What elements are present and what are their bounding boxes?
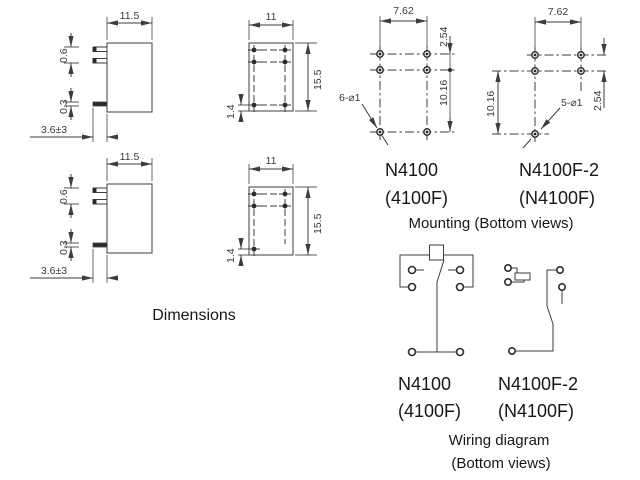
dim-row-pitch-label: 2.54 [438, 26, 450, 47]
wiring-caption-line1: Wiring diagram [448, 432, 550, 449]
model-alt-name-label: (4100F) [398, 401, 462, 421]
mounting-caption: Mounting (Bottom views) [408, 215, 574, 232]
holes-callout-label: 5-⌀1 [561, 97, 583, 109]
model-name-label: N4100 [398, 374, 452, 394]
model-name-label: N4100F-2 [498, 374, 579, 394]
dim-column-pitch-label: 10.16 [485, 90, 497, 117]
dim-pin-span-top-label: 0.6 [58, 48, 70, 63]
dimensions-caption: Dimensions [152, 307, 236, 324]
dim-bottom-height-label: 15.5 [312, 69, 324, 90]
relay-bottom-view-bottom [225, 155, 324, 266]
dim-pin-length-label: 3.6±3 [40, 265, 68, 277]
wiring-diagram-n4100 [400, 245, 473, 356]
model-alt-name-label: (N4100F) [498, 401, 575, 421]
dim-bottom-width-label: 11 [265, 11, 277, 23]
dim-row-pitch-label: 2.54 [592, 90, 604, 111]
dim-pin-length-label: 3.6±3 [40, 124, 68, 136]
dim-pin-edge-offset-label: 1.4 [225, 104, 237, 119]
dim-body-width-label: 11.5 [119, 151, 140, 163]
model-name-label: N4100 [385, 160, 439, 180]
relay-side-view-bottom [30, 151, 152, 283]
dim-hole-pitch-x-label: 7.62 [547, 6, 569, 18]
wiring-labels [398, 374, 578, 472]
dim-hole-pitch-x-label: 7.62 [393, 5, 414, 17]
mounting-labels [385, 160, 599, 232]
mounting-pattern-n4100f2 [485, 6, 608, 148]
dim-pin-span-top-label: 0.6 [58, 189, 70, 204]
mounting-holes [532, 52, 584, 137]
relay-side-view-top [30, 10, 152, 142]
mounting-pattern-n4100 [339, 5, 456, 145]
relay-bottom-view-top [225, 11, 324, 122]
dim-pin-span-bottom-label: 0.3 [58, 99, 70, 114]
wiring-diagram-n4100f2 [505, 265, 565, 354]
dim-body-width-label: 11.5 [119, 10, 140, 22]
mounting-holes [377, 51, 430, 135]
model-alt-name-label: (4100F) [385, 188, 449, 208]
dim-pin-edge-offset-label: 1.4 [225, 248, 237, 263]
dim-pin-span-bottom-label: 0.3 [58, 240, 70, 255]
wiring-caption-line2: (Bottom views) [451, 455, 551, 472]
dim-column-pitch-label: 10.16 [438, 79, 450, 106]
dim-bottom-width-label: 11 [265, 155, 277, 167]
dim-bottom-height-label: 15.5 [312, 213, 324, 234]
model-alt-name-label: (N4100F) [519, 188, 596, 208]
holes-callout-label: 6-⌀1 [339, 92, 361, 104]
model-name-label: N4100F-2 [519, 160, 600, 180]
